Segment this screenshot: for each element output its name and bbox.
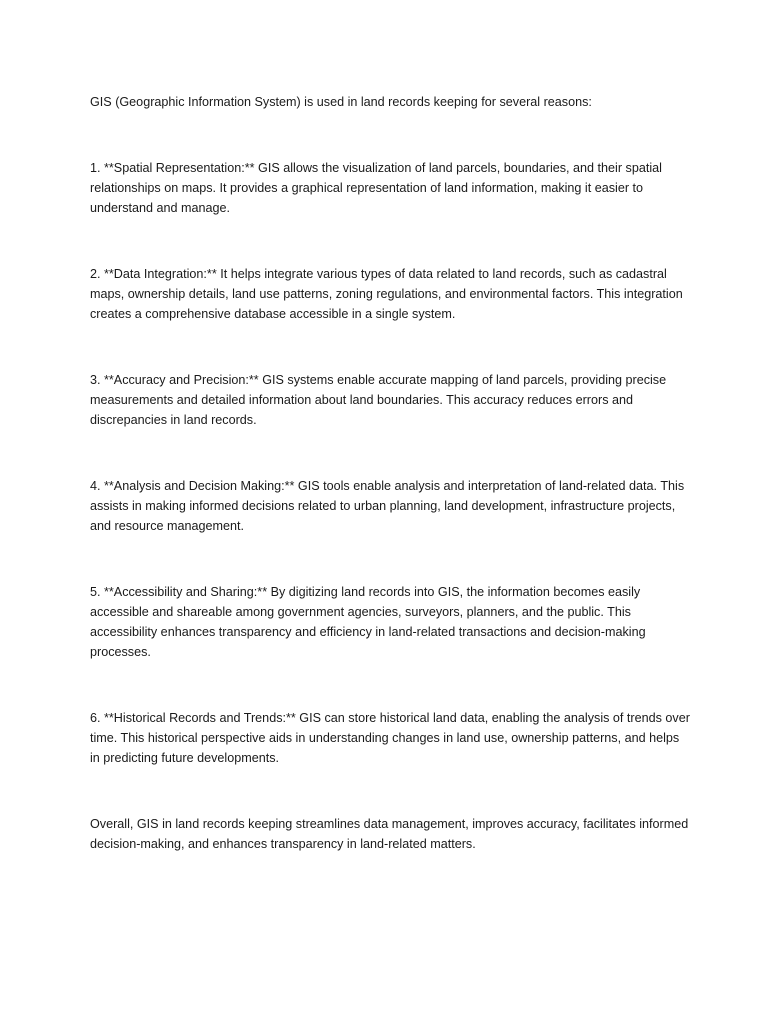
list-item-analysis-decision-making: 4. **Analysis and Decision Making:** GIS tools enable analysis and interpretation of land-related data. This assists in making informed decisions related to urban planning, land development, infrastructure projects, and resource management. — [90, 479, 685, 533]
list-item-accuracy-precision: 3. **Accuracy and Precision:** GIS systems enable accurate mapping of land parcels, providing precise measurements and detailed information about land boundaries. This accuracy reduces errors and discrepancies in land records. — [90, 373, 667, 427]
list-item-data-integration: 2. **Data Integration:** It helps integrate various types of data related to land records, such as cadastral maps, ownership details, land use patterns, zoning regulations, and environmental factors. This integration creates a comprehensive database accessible in a single system. — [90, 267, 683, 321]
list-item-spatial-representation: 1. **Spatial Representation:** GIS allows the visualization of land parcels, boundaries, and their spatial relationships on maps. It provides a graphical representation of land information, making it easier to understand and manage. — [90, 161, 662, 215]
closing-paragraph: Overall, GIS in land records keeping streamlines data management, improves accuracy, facilitates informed decision-making, and enhances transparency in land-related matters. — [90, 817, 689, 851]
document-body — [90, 92, 690, 854]
intro-paragraph: GIS (Geographic Information System) is used in land records keeping for several reasons: — [90, 95, 592, 109]
list-item-accessibility-sharing: 5. **Accessibility and Sharing:** By digitizing land records into GIS, the information becomes easily accessible and shareable among government agencies, surveyors, planners, and the public. This accessibility enhances transparency and efficiency in land-related transactions and decision-making processes. — [90, 585, 646, 659]
list-item-historical-records-trends: 6. **Historical Records and Trends:** GIS can store historical land data, enabling the analysis of trends over time. This historical perspective aids in understanding changes in land use, ownership patterns, and helps in predicting future developments. — [90, 711, 690, 765]
